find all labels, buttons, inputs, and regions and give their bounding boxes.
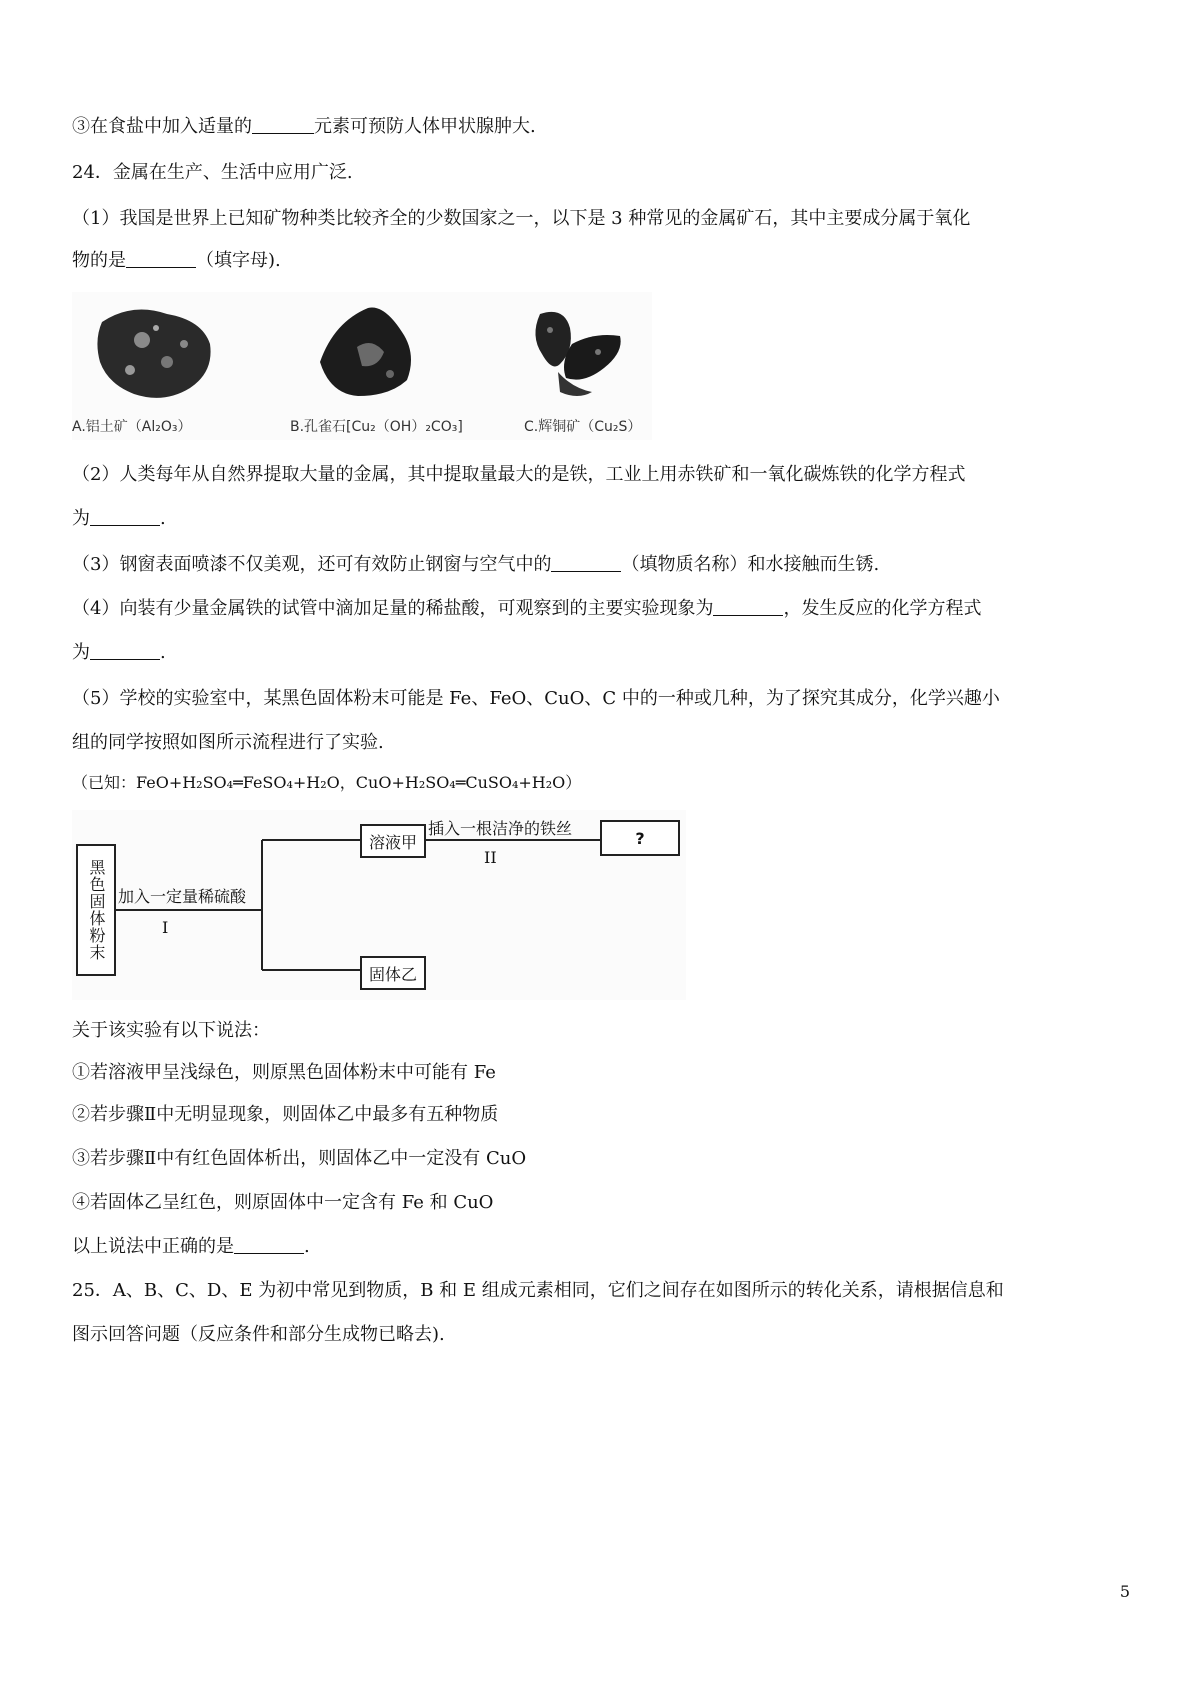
answer-blank[interactable]: [126, 249, 196, 268]
text: 物的是: [72, 250, 126, 271]
q24-part4-line1: [72, 596, 981, 622]
mineral-caption-c: C.辉铜矿（Cu₂S）: [524, 419, 642, 435]
statement-2: ②若步骤Ⅱ中无明显现象，则固体乙中最多有五种物质: [72, 1104, 499, 1125]
experiment-flowchart: [72, 810, 686, 1000]
chalcocite-image: [535, 312, 620, 396]
q25-line-1: 25．A、B、C、D、E 为初中常见到物质，B 和 E 组成元素相同，它们之间存在如图所示的转化关系，请根据信息和: [72, 1280, 1004, 1301]
step2-label: 插入一根洁净的铁丝: [428, 819, 573, 838]
text: （填物质名称）和水接触而生锈.: [621, 554, 880, 575]
text: .: [160, 508, 166, 529]
answer-blank[interactable]: [252, 115, 314, 134]
step1-number: I: [162, 918, 169, 937]
malachite-image: [320, 308, 411, 397]
page-number: 5: [1119, 1582, 1130, 1601]
unknown-result-box: [600, 820, 680, 856]
statements-answer: [72, 1234, 310, 1260]
solution-a-box: [360, 824, 426, 858]
q24-part5-line2: 组的同学按照如图所示流程进行了实验.: [72, 732, 384, 753]
text: 为: [72, 508, 90, 529]
q24-title: 24．金属在生产、生活中应用广泛.: [72, 162, 353, 183]
text: ，发生反应的化学方程式: [783, 598, 982, 619]
text: 为: [72, 642, 90, 663]
unknown-result-label: ?: [635, 828, 645, 848]
q24-part1-line2: [72, 248, 281, 274]
known-equations: （已知：FeO+H₂SO₄═FeSO₄+H₂O，CuO+H₂SO₄═CuSO₄+H₂O）: [72, 773, 582, 792]
answer-blank[interactable]: [551, 553, 621, 572]
minerals-photos: [72, 292, 652, 412]
statement-4: ④若固体乙呈红色，则原固体中一定含有 Fe 和 CuO: [72, 1192, 494, 1213]
mineral-caption-a: A.铝土矿（Al₂O₃）: [72, 419, 192, 435]
statement-1: ①若溶液甲呈浅绿色，则原黑色固体粉末中可能有 Fe: [72, 1062, 496, 1083]
text: （填字母).: [196, 250, 281, 271]
bauxite-image: [97, 310, 210, 398]
text: 元素可预防人体甲状腺肿大.: [314, 116, 536, 137]
black-powder-box: [76, 844, 116, 976]
q23-line-3: [72, 114, 536, 140]
minerals-figure: [72, 292, 652, 440]
text: .: [160, 642, 166, 663]
q24-part3: [72, 552, 879, 578]
q25-line-2: 图示回答问题（反应条件和部分生成物已略去).: [72, 1324, 445, 1345]
text: 以上说法中正确的是: [72, 1236, 234, 1257]
statement-3: ③若步骤Ⅱ中有红色固体析出，则固体乙中一定没有 CuO: [72, 1148, 527, 1169]
q24-part1-line1: （1）我国是世界上已知矿物种类比较齐全的少数国家之一，以下是 3 种常见的金属矿石，其中主要成分属于氧化: [72, 208, 971, 229]
step1-label: 加入一定量稀硫酸: [118, 887, 247, 906]
solid-b-box: [360, 956, 426, 990]
q24-part5-line1: （5）学校的实验室中，某黑色固体粉末可能是 Fe、FeO、CuO、C 中的一种或几种，为了探究其成分，化学兴趣小: [72, 688, 1000, 709]
q24-part4-line2: [72, 640, 166, 666]
solid-b-label: 固体乙: [368, 964, 417, 984]
mineral-caption-b: B.孔雀石[Cu₂（OH）₂CO₃]: [290, 419, 463, 435]
text: ③在食盐中加入适量的: [72, 116, 252, 137]
text: .: [304, 1236, 310, 1257]
black-powder-label: 黑色固体粉末: [87, 859, 106, 961]
solution-a-label: 溶液甲: [368, 832, 417, 852]
answer-blank[interactable]: [90, 507, 160, 526]
text: （3）钢窗表面喷漆不仅美观，还可有效防止钢窗与空气中的: [72, 554, 552, 575]
answer-blank[interactable]: [234, 1235, 304, 1254]
answer-blank[interactable]: [90, 641, 160, 660]
step2-number: II: [484, 848, 497, 867]
q24-part2-line2: [72, 506, 166, 532]
text: （4）向装有少量金属铁的试管中滴加足量的稀盐酸，可观察到的主要实验现象为: [72, 598, 714, 619]
q24-part2-line1: （2）人类每年从自然界提取大量的金属，其中提取量最大的是铁，工业上用赤铁矿和一氧化碳炼铁的化学方程式: [72, 464, 966, 485]
answer-blank[interactable]: [713, 597, 783, 616]
statements-intro: 关于该实验有以下说法：: [72, 1020, 270, 1041]
